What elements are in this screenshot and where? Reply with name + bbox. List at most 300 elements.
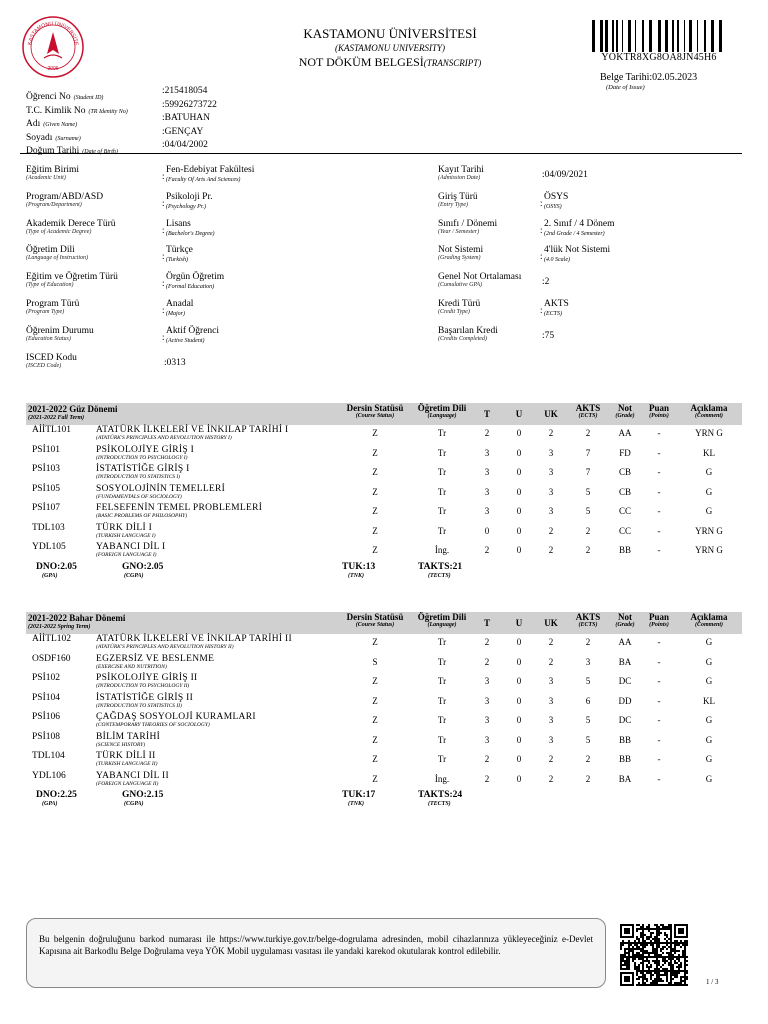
- term-table: [26, 612, 742, 812]
- document-barcode: [590, 20, 728, 52]
- course-lang: Tr: [437, 637, 447, 647]
- field-label: Genel Not Ortalaması: [438, 272, 522, 283]
- field-colon: :: [540, 251, 543, 262]
- column-title: Not: [618, 612, 632, 622]
- university-name-en: (KASTAMONU UNIVERSITY): [334, 43, 446, 53]
- column-title: U: [515, 618, 523, 628]
- field-value: :04/09/2021: [542, 170, 588, 180]
- course-grade: AA: [618, 637, 632, 647]
- term-name: 2021-2022 Bahar Dönemi: [28, 613, 126, 623]
- program-field: [26, 165, 356, 193]
- course-akts: 6: [585, 695, 591, 706]
- document-header: [200, 26, 580, 70]
- field-label-en: (Cumulative GPA): [438, 282, 483, 289]
- course-row: [26, 503, 742, 523]
- course-name: ÇAĞDAŞ SOSYOLOJİ KURAMLARI: [96, 712, 256, 722]
- field-value: ÖSYS: [544, 191, 569, 202]
- course-name: TÜRK DİLİ II: [96, 751, 156, 761]
- course-u: 0: [516, 773, 522, 784]
- total-gno-label: (CGPA): [124, 801, 144, 807]
- course-status: S: [372, 656, 378, 667]
- course-row: [26, 712, 742, 732]
- course-lang: Tr: [437, 428, 447, 438]
- course-u: 0: [516, 545, 522, 555]
- program-field: [26, 192, 356, 220]
- field-value: Örgün Öğretim: [166, 272, 225, 283]
- course-grade: DC: [618, 715, 632, 725]
- course-row: [26, 542, 742, 562]
- course-name-en: (SCIENCE HISTORY): [96, 741, 146, 748]
- field-value: Türkçe: [166, 245, 193, 256]
- student-field: [26, 127, 426, 141]
- issue-date-en: (Date of Issue): [606, 84, 645, 91]
- total-takts: TAKTS:24: [418, 790, 463, 800]
- course-name: FELSEFENİN TEMEL PROBLEMLERİ: [96, 503, 263, 513]
- course-akts: 2: [585, 525, 591, 536]
- total-gno: GNO:2.15: [122, 790, 164, 800]
- course-code: PSİ104: [32, 692, 60, 703]
- course-u: 0: [516, 447, 522, 458]
- field-value-en: (Faculty Of Arts And Sciences): [166, 177, 241, 183]
- total-dno-label: (GPA): [42, 572, 58, 579]
- course-t: 3: [484, 695, 490, 706]
- course-code: YDL106: [32, 770, 66, 781]
- column-title: Öğretim Dili: [417, 612, 467, 622]
- course-code: OSDF160: [32, 653, 71, 664]
- field-value-en: (4.0 Scale): [544, 257, 570, 264]
- column-title-en: (Language): [427, 622, 457, 628]
- total-tuk: TUK:17: [342, 790, 376, 800]
- column-title: T: [483, 618, 490, 628]
- column-header-status: [340, 403, 410, 419]
- course-status: Z: [372, 506, 378, 516]
- course-points: -: [657, 637, 661, 647]
- course-grade: BB: [618, 734, 631, 745]
- course-t: 2: [484, 656, 490, 667]
- course-row: [26, 484, 742, 504]
- course-status: Z: [372, 525, 378, 536]
- field-value: 4'lük Not Sistemi: [544, 245, 611, 256]
- field-label: [26, 146, 118, 156]
- total-dno: DNO:2.25: [36, 790, 77, 800]
- column-header-akts: [572, 612, 604, 628]
- course-comment: G: [705, 656, 713, 667]
- course-comment: YRN G: [695, 545, 723, 555]
- course-name-en: (ATATÜRK'S PRINCIPLES AND REVOLUTION HISTORY I): [96, 435, 232, 441]
- course-grade: BB: [618, 545, 631, 555]
- field-label: Sınıfı / Dönemi: [438, 218, 498, 229]
- field-label-en: (Year / Semester): [438, 228, 480, 235]
- field-colon: :: [162, 331, 165, 342]
- course-comment: G: [705, 506, 713, 516]
- course-t: 3: [484, 676, 490, 686]
- course-u: 0: [516, 695, 522, 706]
- program-field: [438, 165, 768, 193]
- university-name: KASTAMONU ÜNİVERSİTESİ: [303, 26, 477, 41]
- program-field: [26, 353, 356, 381]
- column-header-points: [644, 612, 674, 628]
- course-uk: 2: [548, 525, 554, 536]
- course-status: Z: [372, 734, 378, 745]
- column-title: Not: [618, 403, 632, 413]
- course-name: PSİKOLOJİYE GİRİŞ II: [96, 673, 198, 683]
- course-grade: CB: [618, 467, 631, 477]
- field-value: :75: [542, 330, 555, 341]
- student-info: [26, 86, 426, 154]
- course-comment: G: [705, 486, 713, 497]
- course-t: 2: [484, 545, 490, 555]
- course-name: TÜRK DİLİ I: [96, 522, 153, 533]
- course-t: 0: [484, 525, 490, 536]
- course-t: 3: [484, 506, 490, 516]
- term-header: [26, 403, 742, 425]
- column-header-uk: [540, 409, 562, 419]
- course-u: 0: [516, 734, 522, 745]
- course-uk: 2: [548, 637, 554, 647]
- column-title: AKTS: [575, 403, 601, 413]
- field-colon: :: [540, 197, 543, 208]
- course-name: EGZERSİZ VE BESLENME: [96, 653, 215, 664]
- course-comment: G: [705, 467, 713, 477]
- column-header-u: [508, 409, 530, 419]
- course-points: -: [657, 486, 661, 497]
- course-grade: AA: [618, 428, 632, 438]
- course-uk: 3: [548, 506, 554, 516]
- course-code: PSİ103: [32, 464, 60, 474]
- field-colon: :: [540, 224, 543, 235]
- program-field: [438, 192, 768, 220]
- course-row: [26, 751, 742, 771]
- course-comment: G: [705, 754, 713, 764]
- field-label: Başarılan Kredi: [438, 325, 498, 336]
- term-name: 2021-2022 Güz Dönemi: [28, 404, 118, 414]
- course-grade: DC: [618, 676, 632, 686]
- field-value-en: (Active Student): [166, 337, 205, 344]
- field-colon: :: [162, 278, 165, 289]
- course-u: 0: [516, 676, 522, 686]
- column-header-grade: [610, 612, 640, 628]
- course-status: Z: [372, 715, 378, 725]
- column-header-t: [476, 618, 498, 628]
- field-value-en: (Psychology Pr.): [166, 203, 206, 210]
- field-label-en: (Grading System): [438, 255, 481, 262]
- student-field: [26, 113, 426, 127]
- course-name: ATATÜRK İLKELERİ VE İNKILAP TARİHİ II: [96, 634, 292, 644]
- course-akts: 2: [585, 637, 591, 647]
- course-name-en: (TURKISH LANGUAGE I): [96, 532, 156, 539]
- course-row: [26, 634, 742, 654]
- course-points: -: [657, 447, 661, 458]
- course-name: YABANCI DİL I: [96, 542, 166, 552]
- field-value: :BATUHAN: [162, 113, 211, 123]
- column-header-lang: [410, 612, 474, 628]
- total-tuk: TUK:13: [342, 561, 376, 572]
- course-uk: 2: [548, 545, 554, 555]
- total-tuk-label: (TNK): [348, 572, 364, 579]
- field-value: Anadal: [166, 299, 194, 309]
- field-label: Akademik Derece Türü: [26, 218, 116, 229]
- field-label: Program/ABD/ASD: [26, 191, 104, 202]
- course-code: PSİ101: [32, 444, 60, 455]
- program-field: [26, 245, 356, 273]
- field-label: Eğitim ve Öğretim Türü: [26, 272, 118, 283]
- course-grade: BB: [618, 754, 631, 764]
- total-takts-label: (TECTS): [428, 572, 451, 579]
- field-value: :59926273722: [162, 99, 217, 110]
- field-label: Not Sistemi: [438, 245, 484, 256]
- course-points: -: [657, 734, 661, 745]
- field-label-text: Soyadı: [26, 132, 53, 143]
- total-takts: TAKTS:21: [418, 561, 463, 572]
- course-row: [26, 425, 742, 445]
- course-status: Z: [372, 637, 378, 647]
- column-header-t: [476, 409, 498, 419]
- field-colon: :: [540, 305, 543, 315]
- course-akts: 2: [585, 773, 591, 784]
- column-title: Dersin Statüsü: [346, 403, 404, 413]
- term-totals: [26, 790, 742, 812]
- course-row: [26, 693, 742, 713]
- field-label-en: (Credits Completed): [438, 335, 487, 342]
- column-title: T: [483, 409, 490, 419]
- course-u: 0: [516, 467, 522, 477]
- course-name: İSTATİSTİĞE GİRİŞ I: [96, 464, 190, 474]
- field-label: ISCED Kodu: [26, 352, 77, 363]
- column-title: AKTS: [575, 612, 601, 622]
- field-value: Aktif Öğrenci: [166, 325, 220, 336]
- field-value-en: (2nd Grade / 4 Semester): [544, 230, 605, 237]
- course-code: PSİ102: [32, 673, 60, 683]
- course-t: 3: [484, 486, 490, 497]
- course-uk: 2: [548, 428, 554, 438]
- course-name-en: (FOREIGN LANGUAGE I): [96, 552, 157, 558]
- svg-text:KASTAMONU ÜNİVERSİTESİ: KASTAMONU ÜNİVERSİTE: [27, 20, 79, 46]
- column-header-u: [508, 618, 530, 628]
- field-value: Fen-Edebiyat Fakültesi: [166, 165, 255, 175]
- column-header-lang: [410, 403, 474, 419]
- course-lang: Tr: [437, 656, 447, 667]
- term-totals: [26, 562, 742, 584]
- course-akts: 5: [585, 715, 591, 725]
- column-title: Açıklama: [690, 403, 728, 413]
- course-code: PSİ108: [32, 731, 60, 742]
- course-code: PSİ105: [32, 483, 60, 494]
- field-value: Psikoloji Pr.: [166, 191, 213, 202]
- field-label-en: (Entry Type): [438, 201, 469, 208]
- field-value-en: (Bachelor's Degree): [166, 230, 215, 237]
- course-points: -: [657, 467, 661, 477]
- course-uk: 3: [548, 734, 554, 745]
- course-points: -: [657, 695, 661, 706]
- column-title-en: (Course Status): [355, 413, 395, 419]
- course-lang: Tr: [437, 506, 447, 516]
- course-name-en: (INTRODUCTION TO STATISTICS I): [96, 474, 181, 480]
- column-title: UK: [544, 618, 558, 628]
- column-title-en: (Points): [649, 413, 669, 419]
- field-label: Kayıt Tarihi: [438, 165, 484, 175]
- course-grade: CC: [618, 525, 631, 536]
- field-colon: :: [162, 251, 165, 262]
- course-row: [26, 445, 742, 465]
- total-gno-label: (CGPA): [124, 572, 144, 579]
- column-title-en: (Comment): [695, 622, 723, 628]
- field-label-en: (Surname): [55, 135, 81, 142]
- course-name-en: (FOREIGN LANGUAGE II): [96, 780, 159, 787]
- column-header-grade: [610, 403, 640, 419]
- course-name-en: (INTRODUCTION TO STATISTICS II): [96, 702, 182, 709]
- course-grade: DD: [618, 695, 632, 706]
- course-comment: G: [705, 773, 713, 784]
- course-uk: 3: [548, 486, 554, 497]
- term-name-en: (2021-2022 Fall Term): [28, 415, 85, 421]
- field-label: Program Türü: [26, 299, 80, 309]
- program-field: [26, 299, 356, 327]
- column-title: Puan: [648, 403, 669, 413]
- course-code: YDL105: [32, 542, 66, 552]
- course-akts: 5: [585, 486, 591, 497]
- field-label-en: (Student ID): [73, 95, 104, 101]
- course-akts: 2: [585, 545, 591, 555]
- course-u: 0: [516, 428, 522, 438]
- course-status: Z: [372, 545, 378, 555]
- course-akts: 2: [585, 754, 591, 764]
- total-takts-label: (TECTS): [428, 801, 451, 807]
- course-t: 3: [484, 734, 490, 745]
- course-comment: KL: [703, 447, 715, 458]
- field-value-en: (OSYS): [544, 203, 562, 210]
- column-header-points: [644, 403, 674, 419]
- course-name-en: (INTRODUCTION TO PSYCHOLOGY II): [96, 683, 190, 689]
- program-field: [438, 299, 768, 327]
- course-uk: 2: [548, 773, 554, 784]
- total-dno: DNO:2.05: [36, 561, 77, 572]
- course-grade: BA: [618, 773, 632, 784]
- course-code: TDL103: [32, 522, 65, 533]
- column-title-en: (ECTS): [578, 413, 598, 419]
- column-title: Puan: [648, 612, 669, 622]
- course-lang: Tr: [437, 715, 447, 725]
- course-points: -: [657, 656, 661, 667]
- course-grade: BA: [618, 656, 632, 667]
- course-status: Z: [372, 676, 378, 686]
- verification-note: Bu belgenin doğruluğunu barkod numarası ile https://www.turkiye.gov.tr/belge-dogrulama adresinden, mobil cihazlarınıza yükleyeceğiniz e-Devlet Kapısına ait Barkodlu Belge Doğrulama veya YÖK Mobil uygulaması vasıtası ile yandaki karekod okutularak kontrol edilebilir.: [26, 918, 606, 988]
- course-akts: 5: [585, 506, 591, 516]
- field-value-en: (Formal Education): [166, 284, 215, 291]
- course-name-en: (INTRODUCTION TO PSYCHOLOGY I): [96, 454, 188, 461]
- course-t: 2: [484, 428, 490, 438]
- field-value: :04/04/2002: [162, 140, 208, 150]
- course-lang: Tr: [437, 467, 447, 477]
- course-row: [26, 654, 742, 674]
- course-u: 0: [516, 656, 522, 667]
- course-u: 0: [516, 525, 522, 536]
- course-name: BİLİM TARİHİ: [96, 731, 161, 742]
- course-uk: 3: [548, 676, 554, 686]
- course-t: 2: [484, 637, 490, 647]
- column-title-en: (ECTS): [578, 622, 598, 628]
- course-u: 0: [516, 486, 522, 497]
- course-code: TDL104: [32, 751, 65, 761]
- header-divider: [20, 153, 742, 154]
- field-label-en: (Date of Birth): [82, 149, 118, 155]
- course-points: -: [657, 773, 661, 784]
- course-name: İSTATİSTİĞE GİRİŞ II: [96, 692, 194, 703]
- course-uk: 3: [548, 447, 554, 458]
- field-value: 2. Sınıf / 4 Dönem: [544, 218, 615, 229]
- course-points: -: [657, 754, 661, 764]
- column-title-en: (Course Status): [355, 622, 395, 628]
- column-header-uk: [540, 618, 562, 628]
- field-label-en: (ISCED Code): [26, 362, 62, 369]
- field-value: :GENÇAY: [162, 126, 204, 137]
- field-label-text: Adı: [26, 119, 41, 129]
- course-lang: Tr: [437, 447, 447, 458]
- course-uk: 3: [548, 467, 554, 477]
- field-label: Öğrenim Durumu: [26, 325, 94, 336]
- course-name: ATATÜRK İLKELERİ VE İNKILAP TARİHİ I: [96, 425, 289, 435]
- field-value-en: (Turkish): [166, 257, 189, 264]
- course-comment: G: [705, 676, 713, 686]
- course-name-en: (TURKISH LANGUAGE II): [96, 761, 158, 767]
- total-tuk-label: (TNK): [348, 801, 364, 807]
- course-u: 0: [516, 506, 522, 516]
- column-header-status: [340, 612, 410, 628]
- term-header: [26, 612, 742, 634]
- field-label-en: (TR Identity No): [88, 108, 128, 115]
- column-title-en: (Comment): [695, 413, 723, 419]
- course-lang: Tr: [437, 754, 447, 764]
- field-value: :2: [542, 277, 550, 288]
- course-points: -: [657, 525, 661, 536]
- course-row: [26, 523, 742, 543]
- course-grade: FD: [619, 447, 631, 458]
- term-table: [26, 403, 742, 584]
- field-label-en: (Program Type): [26, 309, 65, 315]
- qr-code[interactable]: [620, 924, 688, 986]
- program-field: [438, 219, 768, 247]
- document-title: NOT DÖKÜM BELGESİ(TRANSCRIPT): [298, 55, 482, 69]
- course-t: 3: [484, 467, 490, 477]
- course-u: 0: [516, 715, 522, 725]
- course-name: PSİKOLOJİYE GİRİŞ I: [96, 444, 195, 455]
- term-name-en: (2021-2022 Spring Term): [28, 624, 91, 630]
- course-status: Z: [372, 695, 378, 706]
- course-lang: İng.: [434, 545, 450, 555]
- course-akts: 7: [585, 467, 591, 477]
- course-code: AİİTL102: [32, 634, 72, 644]
- course-points: -: [657, 428, 661, 438]
- field-label-text: T.C. Kimlik No: [26, 105, 86, 116]
- field-value: :0313: [164, 357, 186, 368]
- course-lang: Tr: [437, 695, 447, 706]
- column-title-en: (Language): [427, 413, 457, 419]
- program-field: [26, 219, 356, 247]
- course-grade: CC: [618, 506, 631, 516]
- university-logo: [22, 16, 84, 78]
- course-lang: Tr: [437, 734, 447, 745]
- program-field: [438, 272, 768, 300]
- total-dno-label: (GPA): [42, 801, 58, 807]
- program-field: [26, 326, 356, 354]
- field-label-en: (Credit Type): [438, 309, 470, 315]
- course-code: PSİ106: [32, 712, 60, 722]
- issue-date: Belge Tarihi:02.05.2023: [600, 72, 698, 83]
- course-akts: 3: [585, 656, 591, 667]
- field-label-en: (Admission Date): [438, 175, 481, 181]
- course-status: Z: [372, 754, 378, 764]
- field-value: AKTS: [544, 299, 569, 309]
- student-field: [26, 86, 426, 100]
